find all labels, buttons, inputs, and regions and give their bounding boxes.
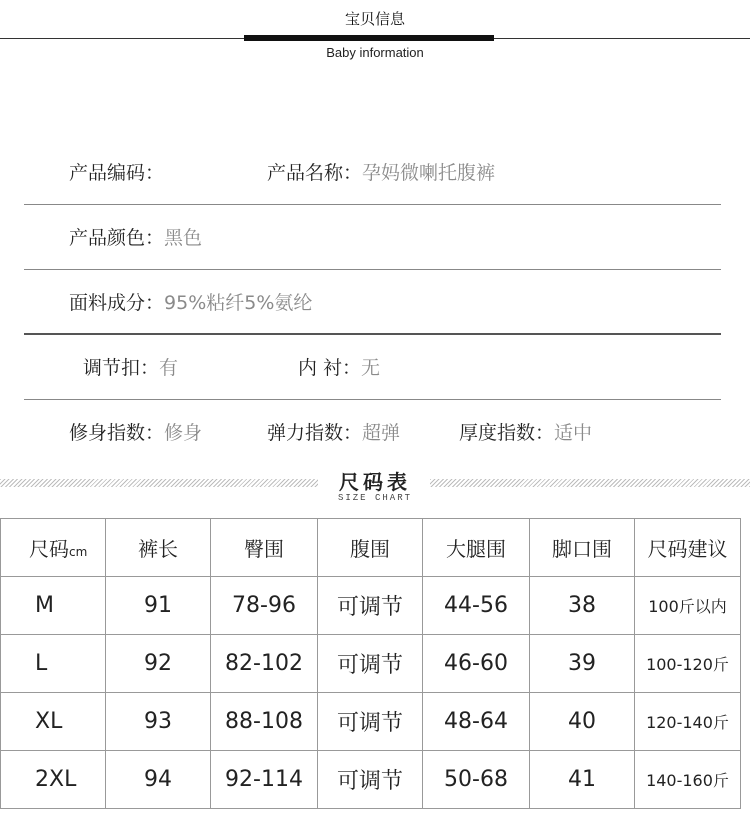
info-row-fabric [24,270,721,335]
header-size-label: 尺码 [29,537,69,561]
field-product-name [267,158,495,185]
cell-suggest: 120-140斤 [635,693,741,751]
cell-length: 91 [106,577,211,635]
cell-size: L [1,635,106,693]
info-row-indices [24,400,721,464]
field-thickness-index [459,418,592,445]
cell-length: 94 [106,751,211,809]
header-length: 裤长 [106,519,211,577]
cell-waist: 可调节 [318,577,423,635]
cell-hem: 38 [530,577,635,635]
fit-index-value: 修身 [164,422,203,444]
cell-waist: 可调节 [318,635,423,693]
cell-hem: 40 [530,693,635,751]
field-product-code [69,158,164,185]
cell-hip: 78-96 [211,577,318,635]
size-chart-subtitle: SIZE CHART [337,493,412,503]
cell-thigh: 46-60 [423,635,530,693]
product-color-label: 产品颜色： [69,227,165,249]
section-header [0,0,750,70]
cell-thigh: 44-56 [423,577,530,635]
field-fabric [69,288,312,315]
header-accent-bar [244,35,494,41]
elastic-index-label: 弹力指数： [267,422,363,444]
cell-waist: 可调节 [318,693,423,751]
elastic-index-value: 超弹 [362,422,401,444]
size-chart-title: 尺码表 [339,470,411,494]
product-name-label: 产品名称： [267,162,363,184]
thickness-index-label: 厚度指数： [459,422,555,444]
cell-hip: 92-114 [211,751,318,809]
product-color-value: 黑色 [164,227,203,249]
cell-suggest: 100-120斤 [635,635,741,693]
header-size-unit: cm [69,545,88,559]
thickness-index-value: 适中 [554,422,593,444]
header-hem: 脚口围 [530,519,635,577]
section-title: 宝贝信息 [344,10,405,28]
cell-size: XL [1,693,106,751]
cell-size: 2XL [1,751,106,809]
cell-waist: 可调节 [318,751,423,809]
table-header-row [1,519,741,577]
info-row-buckle-lining [24,335,721,400]
cell-hip: 82-102 [211,635,318,693]
size-table [0,518,741,809]
field-product-color [69,223,202,250]
buckle-label: 调节扣： [83,357,160,379]
cell-hem: 41 [530,751,635,809]
cell-hem: 39 [530,635,635,693]
header-suggest: 尺码建议 [635,519,741,577]
field-elastic-index [267,418,400,445]
table-row [1,693,741,751]
product-code-label: 产品编码： [69,162,165,184]
field-lining [298,353,380,380]
header-size [1,519,106,577]
field-fit-index [69,418,202,445]
cell-length: 92 [106,635,211,693]
cell-thigh: 48-64 [423,693,530,751]
lining-value: 无 [361,357,381,379]
info-row-color [24,205,721,270]
cell-suggest: 100斤以内 [635,577,741,635]
cell-size: M [1,577,106,635]
field-buckle [83,353,178,380]
cell-suggest: 140-160斤 [635,751,741,809]
section-subtitle: Baby information [326,45,424,60]
buckle-value: 有 [159,357,179,379]
table-row [1,751,741,809]
product-info [0,140,750,464]
table-row [1,635,741,693]
cell-length: 93 [106,693,211,751]
fabric-label: 面料成分： [69,292,165,314]
header-hip: 臀围 [211,519,318,577]
lining-label: 内 衬： [298,357,362,379]
header-thigh: 大腿围 [423,519,530,577]
header-waist: 腹围 [318,519,423,577]
size-chart-heading [0,462,750,508]
cell-thigh: 50-68 [423,751,530,809]
product-name-value: 孕妈微喇托腹裤 [362,162,496,184]
fabric-value: 95%粘纤5%氨纶 [164,292,313,314]
cell-hip: 88-108 [211,693,318,751]
info-row-code-name [24,140,721,205]
fit-index-label: 修身指数： [69,422,165,444]
table-row [1,577,741,635]
